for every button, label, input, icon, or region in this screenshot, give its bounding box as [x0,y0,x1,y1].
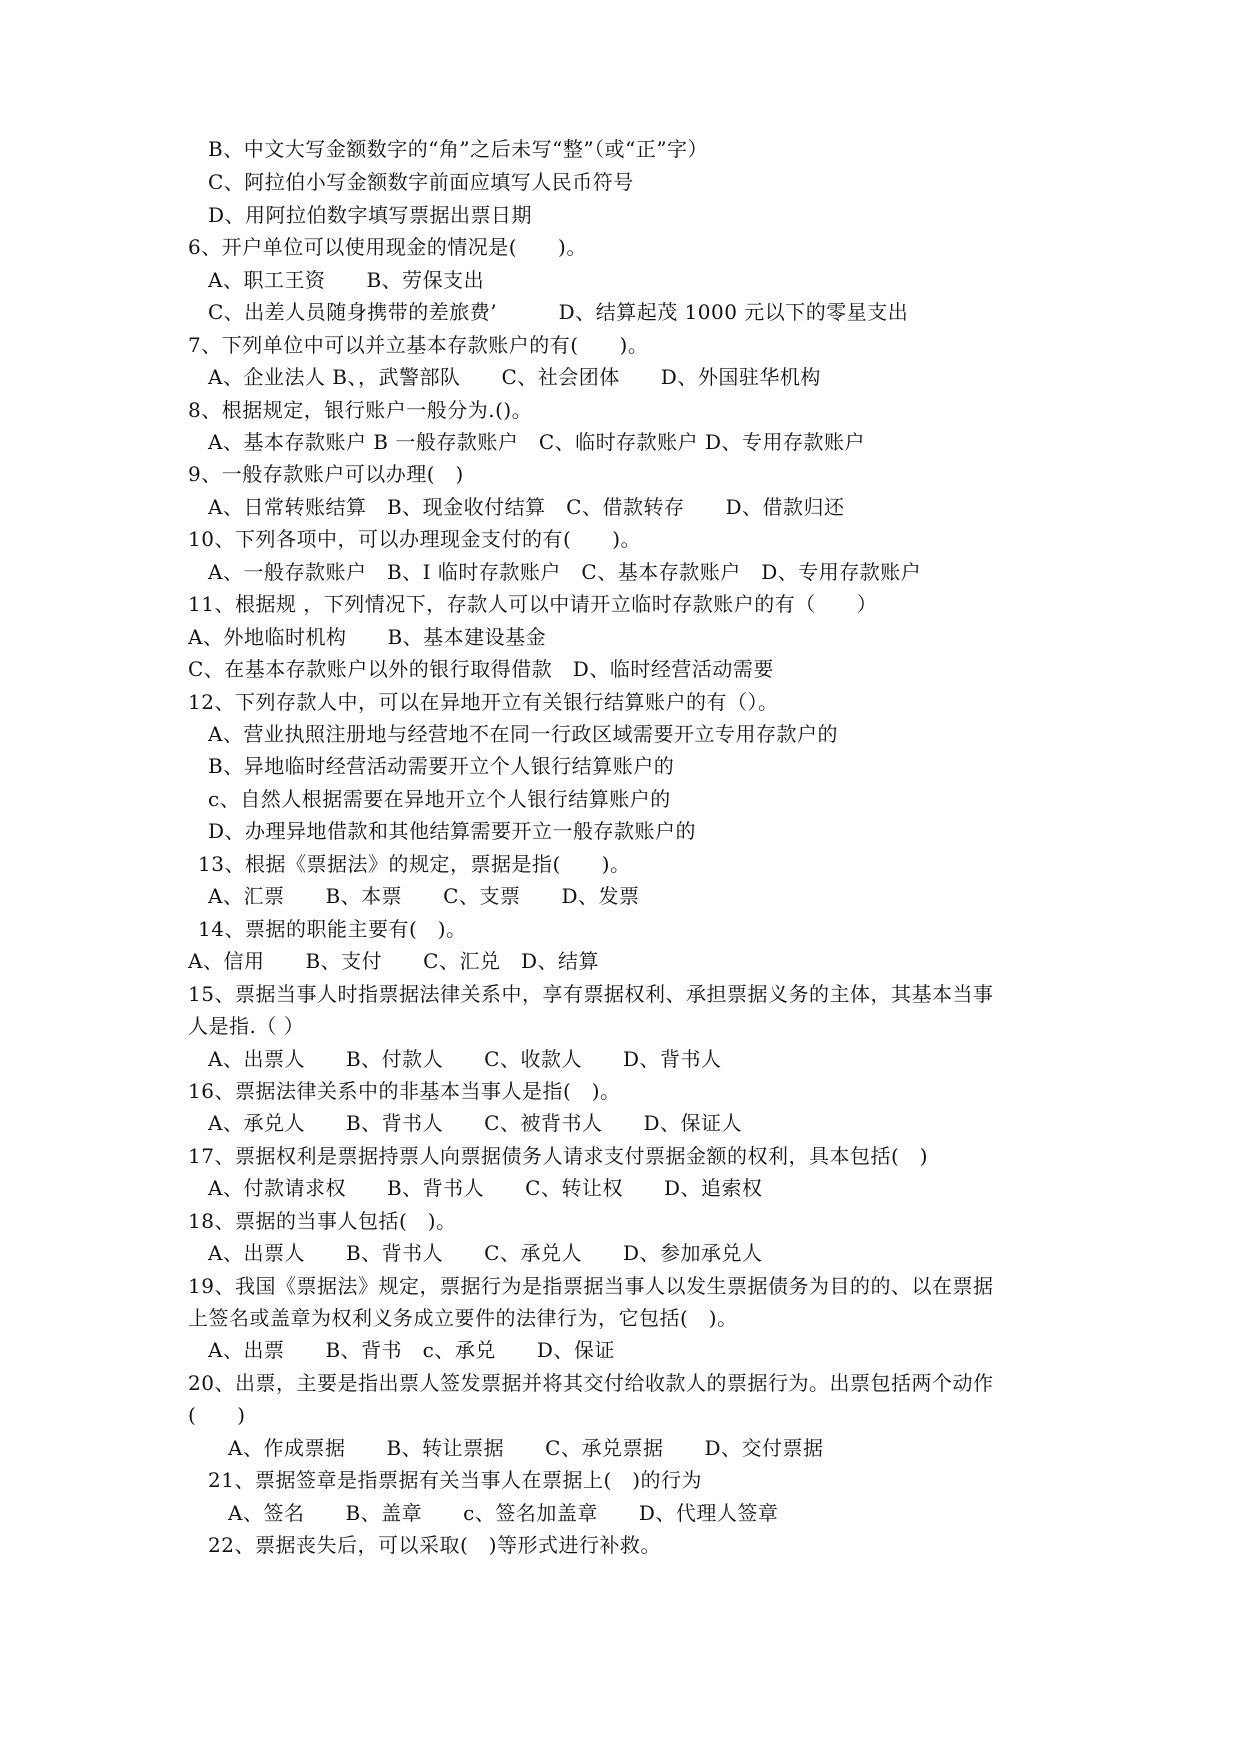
text-line: A、作成票据 B、转让票据 C、承兑票据 D、交付票据 [228,1436,824,1460]
text-line: 18、票据的当事人包括( )。 [188,1209,457,1233]
text-line: 10、下列各项中，可以办理现金支付的有( )。 [188,527,642,551]
text-line: 19、我国《票据法》规定，票据行为是指票据当事人以发生票据债务为目的的、以在票据 [188,1274,994,1298]
text-line: 人是指.（ ） [188,1014,305,1038]
text-line: D、办理异地借款和其他结算需要开立一般存款账户的 [208,819,697,843]
text-line: A、签名 B、盖章 c、签名加盖章 D、代理人签章 [228,1501,779,1525]
text-line: A、一般存款账户 B、I 临时存款账户 C、基本存款账户 D、专用存款账户 [208,560,922,584]
text-line: A、出票人 B、付款人 C、收款人 D、背书人 [208,1047,722,1071]
text-line: ( ) [188,1403,246,1427]
text-line: A、出票人 B、背书人 C、承兑人 D、参加承兑人 [208,1241,763,1265]
text-line: A、日常转账结算 B、现金收付结算 C、借款转存 D、借款归还 [208,495,845,519]
text-line: A、企业法人 B、，武警部队 C、社会团体 D、外国驻华机构 [208,365,821,389]
text-line: A、基本存款账户 B 一般存款账户 C、临时存款账户 D、专用存款账户 [208,430,866,454]
text-line: 上签名或盖章为权利义务成立要件的法律行为，它包括( )。 [188,1306,738,1330]
text-line: 16、票据法律关系中的非基本当事人是指( )。 [188,1079,621,1103]
text-line: A、出票 B、背书 c、承兑 D、保证 [208,1338,615,1362]
text-line: 13、根据《票据法》的规定，票据是指( )。 [198,852,631,876]
text-line: A、营业执照注册地与经营地不在同一行政区域需要开立专用存款户的 [208,722,838,746]
text-line: C、阿拉伯小写金额数字前面应填写人民币符号 [208,170,634,194]
text-line: 17、票据权利是票据持票人向票据债务人请求支付票据金额的权利，具本包括( ) [188,1144,929,1168]
text-line: A、汇票 B、本票 C、支票 D、发票 [208,884,640,908]
text-line: A、信用 B、支付 C、汇兑 D、结算 [188,949,599,973]
text-line: 14、票据的职能主要有( )。 [198,917,467,941]
text-line: B、中文大写金额数字的“角”之后未写“整”（或“正”字） [208,137,709,161]
text-line: A、承兑人 B、背书人 C、被背书人 D、保证人 [208,1111,742,1135]
text-line: 9、一般存款账户可以办理( ) [188,462,464,486]
text-line: c、自然人根据需要在异地开立个人银行结算账户的 [208,787,671,811]
text-line: C、出差人员随身携带的差旅费’ D、结算起茂 1000 元以下的零星支出 [208,300,909,324]
text-line: 21、票据签章是指票据有关当事人在票据上( )的行为 [208,1468,703,1492]
text-line: A、付款请求权 B、背书人 C、转让权 D、追索权 [208,1176,763,1200]
text-line: D、用阿拉伯数字填写票据出票日期 [208,203,533,227]
text-line: 15、票据当事人时指票据法律关系中，享有票据权利、承担票据义务的主体，其基本当事 [188,982,994,1006]
text-line: 6、开户单位可以使用现金的情况是( )。 [188,235,587,259]
text-line: 8、根据规定，银行账户一般分为.()。 [188,398,533,422]
text-line: A、职工王资 B、劳保支出 [208,268,485,292]
text-line: 7、下列单位中可以并立基本存款账户的有( )。 [188,333,649,357]
text-line: C、在基本存款账户以外的银行取得借款 D、临时经营活动需要 [188,657,774,681]
text-line: A、外地临时机构 B、基本建设基金 [188,625,547,649]
text-line: 22、票据丧失后，可以采取( )等形式进行补救。 [208,1533,662,1557]
text-line: 11、根据规 ，下列情况下，存款人可以中请开立临时存款账户的有（ ） [188,592,878,616]
text-line: 20、出票，主要是指出票人签发票据并将其交付给收款人的票据行为。出票包括两个动作 [188,1371,994,1395]
text-line: B、异地临时经营活动需要开立个人银行结算账户的 [208,754,675,778]
text-line: 12、下列存款人中，可以在异地开立有关银行结算账户的有（）。 [188,690,779,714]
